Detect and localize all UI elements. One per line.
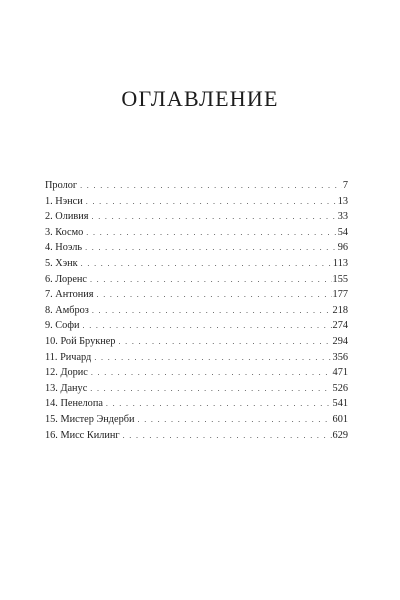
toc-entry — [45, 318, 348, 334]
toc-entry-label: 12. Дорис — [45, 367, 88, 379]
toc-entry — [45, 428, 348, 444]
toc-entry-label: 8. Амброз — [45, 304, 89, 316]
toc-entry-page-number: 601 — [332, 413, 348, 425]
toc-entry-page-number: 541 — [332, 398, 348, 410]
toc-entry-label: 6. Лоренс — [45, 273, 87, 285]
dot-leader — [80, 178, 342, 194]
toc-entry-page-number: 113 — [332, 257, 348, 269]
toc-entry-label: 15. Мистер Эндерби — [45, 413, 135, 425]
toc-entry — [45, 350, 348, 366]
dot-leader — [91, 365, 332, 381]
toc-entry-page-number: 33 — [337, 211, 348, 223]
toc-entry — [45, 303, 348, 319]
table-of-contents — [45, 178, 348, 443]
dot-leader — [97, 287, 332, 303]
toc-entry-page-number: 274 — [332, 320, 348, 332]
dot-leader — [90, 381, 331, 397]
toc-entry-page-number: 629 — [332, 429, 348, 441]
dot-leader — [83, 318, 332, 334]
toc-entry — [45, 256, 348, 272]
toc-entry-page-number: 155 — [332, 273, 348, 285]
toc-entry-label: 5. Хэнк — [45, 257, 78, 269]
toc-entry — [45, 396, 348, 412]
page-title: ОГЛАВЛЕНИЕ — [121, 86, 279, 111]
toc-entry-label: 10. Рой Брукнер — [45, 335, 116, 347]
toc-entry — [45, 381, 348, 397]
toc-entry-page-number: 356 — [332, 351, 348, 363]
toc-entry — [45, 240, 348, 256]
toc-entry — [45, 178, 348, 194]
toc-entry-page-number: 177 — [332, 289, 348, 301]
toc-entry — [45, 209, 348, 225]
dot-leader — [123, 428, 332, 444]
toc-entry-label: 4. Ноэль — [45, 242, 83, 254]
toc-entry-page-number: 294 — [332, 335, 348, 347]
toc-entry-label: Пролог — [45, 180, 78, 191]
toc-entry — [45, 287, 348, 303]
toc-entry-label: 7. Антония — [45, 289, 94, 301]
dot-leader — [92, 209, 337, 225]
toc-entry-page-number: 54 — [337, 226, 348, 238]
toc-entry-label: 16. Мисс Килинг — [45, 429, 120, 441]
toc-entry-label: 9. Софи — [45, 320, 80, 332]
dot-leader — [86, 225, 336, 241]
toc-entry-page-number: 471 — [332, 367, 348, 379]
toc-entry-label: 11. Ричард — [45, 351, 92, 363]
toc-entry-label: 13. Данус — [45, 382, 88, 394]
dot-leader — [81, 256, 332, 272]
toc-entry — [45, 194, 348, 210]
toc-entry-page-number: 96 — [337, 242, 348, 254]
toc-entry — [45, 272, 348, 288]
toc-entry-page-number: 218 — [332, 304, 348, 316]
toc-entry-label: 14. Пенелопа — [45, 398, 103, 410]
dot-leader — [90, 272, 332, 288]
toc-entry-page-number: 7 — [342, 180, 348, 191]
dot-leader — [106, 396, 332, 412]
dot-leader — [94, 350, 331, 366]
dot-leader — [92, 303, 332, 319]
toc-entry-label: 1. Нэнси — [45, 195, 83, 207]
toc-entry-page-number: 13 — [337, 195, 348, 207]
dot-leader — [138, 412, 332, 428]
dot-leader — [118, 334, 331, 350]
toc-entry — [45, 412, 348, 428]
toc-entry — [45, 365, 348, 381]
toc-entry-page-number: 526 — [332, 382, 348, 394]
dot-leader — [86, 194, 337, 210]
dot-leader — [85, 240, 337, 256]
toc-entry — [45, 225, 348, 241]
toc-entry — [45, 334, 348, 350]
toc-entry-label: 3. Космо — [45, 226, 84, 238]
toc-entry-label: 2. Оливия — [45, 211, 89, 223]
